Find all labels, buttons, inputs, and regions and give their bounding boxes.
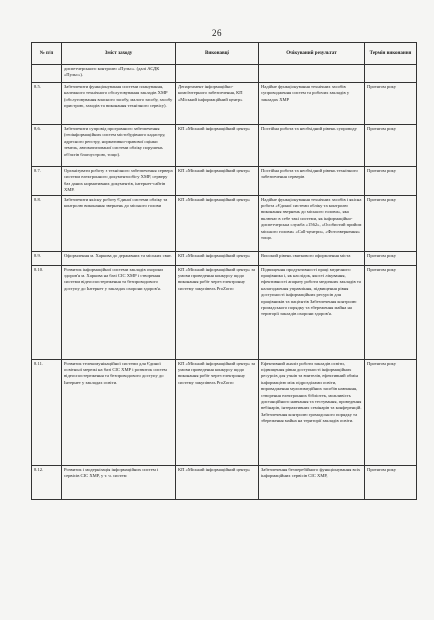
executors-cell: КП «Міський інформаційний центр» за умови проведення конкурсу щодо виконання робіт через електронну систему закупівель ProZorro xyxy=(176,359,259,465)
term-cell: Протягом року xyxy=(365,195,417,251)
row-number-cell: 8.6. xyxy=(32,125,62,167)
row-number-cell: 8.9. xyxy=(32,251,62,265)
table-row xyxy=(32,251,417,265)
row-number-cell: 8.12. xyxy=(32,465,62,499)
header-executors: Виконавці xyxy=(176,43,259,65)
table-row xyxy=(32,167,417,196)
row-number-cell: 8.10. xyxy=(32,265,62,359)
term-cell: Протягом року xyxy=(365,125,417,167)
result-cell: Постійна робота та необхідний рівень супроводу xyxy=(259,125,365,167)
table-body xyxy=(32,65,417,500)
page-number: 26 xyxy=(212,28,222,38)
term-cell: Протягом року xyxy=(365,359,417,465)
result-cell: Високий рівень святкового оформлення міста xyxy=(259,251,365,265)
executors-cell: КП «Міський інформаційний центр» xyxy=(176,125,259,167)
result-cell: Підвищення продуктивності праці медичного працівника і, як наслідок, якості лікування, ефективності апарату роботи медичних закладів та налагодження управління, підвищення рівня доступності інформаційних ресурсів для працівників та пацієнтів Забезпечення контролю громадського порядку та збереження майна на території закладів охорони здоров'я. xyxy=(259,265,365,359)
executors-cell xyxy=(176,65,259,83)
table-row xyxy=(32,65,417,83)
task-cell: Забезпечити якісну роботу Єдиної системи обліку та контролю виконання звернень до міського голови xyxy=(62,195,176,251)
result-cell: Надійне функціонування технічних засобів супроводження систем та робочих закладів у закладах ХМР xyxy=(259,83,365,125)
term-cell: Протягом року xyxy=(365,265,417,359)
executors-cell: КП «Міський інформаційний центр» xyxy=(176,195,259,251)
executors-cell: КП «Міський інформаційний центр» xyxy=(176,167,259,196)
row-number-cell: 8.7. xyxy=(32,167,62,196)
row-number-cell xyxy=(32,65,62,83)
result-cell: Постійна робота та необхідний рівень технічного забезпечення серверів xyxy=(259,167,365,196)
term-cell: Протягом року xyxy=(365,251,417,265)
task-cell: диспетчерського контролю «Пульс». (далі АСДК «Пульс»). xyxy=(62,65,176,83)
table-row xyxy=(32,195,417,251)
task-cell: Оформлення м. Харкова до державних та міських свят. xyxy=(62,251,176,265)
term-cell xyxy=(365,65,417,83)
term-cell: Протягом року xyxy=(365,465,417,499)
row-number-cell: 8.5. xyxy=(32,83,62,125)
table-header-row xyxy=(32,43,417,65)
header-result: Очікуваний результат xyxy=(259,43,365,65)
row-number-cell: 8.8. xyxy=(32,195,62,251)
header-task: Зміст заходу xyxy=(62,43,176,65)
task-cell: Забезпечити супровід програмного забезпечення (геоінформаційних систем містобудівного кадастру, адресного реєстру, нормативно-правової оцінки земель, автоматизованої системи обліку порушень об'єктів благоустрою, тощо). xyxy=(62,125,176,167)
task-cell: Розвиток інформаційної системи закладів охорони здоров'я м. Харкова на базі СІС ХМР і створення системи відеоспостереження та безпроводового доступу до Інтернет у закладах охорони здоров'я. xyxy=(62,265,176,359)
term-cell: Протягом року xyxy=(365,167,417,196)
row-number-cell: 8.11. xyxy=(32,359,62,465)
table-row xyxy=(32,359,417,465)
result-cell: Ефективний аналіз роботи закладів освіти, підвищення рівня доступності інформаційних ресурсів для учнів та вчителів, ефективний обмін інформацією між підрозділами освіти, впровадження мультимедійних засобів навчання, створення електронних бібліотек, можливість дистанційного навчання та тестування, проведення вебінарів, інтерактивних семінарів та конференцій. Забезпечення контролю громадського порядку та збереження майна на території закладів освіти. xyxy=(259,359,365,465)
table-row xyxy=(32,265,417,359)
header-term: Термін виконання xyxy=(365,43,417,65)
result-cell: Забезпечення безперебійного функціонування всіх інформаційних сервісів СІС ХМР, xyxy=(259,465,365,499)
executors-cell: КП «Міський інформаційний центр» xyxy=(176,251,259,265)
executors-cell: КП «Міський інформаційний центр» за умови проведення конкурсу щодо виконання робіт через електронну систему закупівель ProZorro xyxy=(176,265,259,359)
executors-cell: Департамент інформаційно-комп'ютерного забезпечення, КП «Міський інформаційний центр» xyxy=(176,83,259,125)
task-cell: Організувати роботу з технічного забезпечення сервера системи електронного документообігу ХМР, серверу баз даних нормативних документів, інтернет-сайтів ХМР. xyxy=(62,167,176,196)
executors-cell: КП «Міський інформаційний центр» xyxy=(176,465,259,499)
table-row xyxy=(32,125,417,167)
measures-table xyxy=(31,42,417,500)
table-row xyxy=(32,83,417,125)
header-number: № п/п xyxy=(32,43,62,65)
task-cell: Забезпечити функціонування системи планування, належного технічного обслуговування закладів ХМР (обслуговування власного засобу, малого засобу, засобу пристрою, заходів та виконання технічного сервісу). xyxy=(62,83,176,125)
result-cell: Надійне функціонування технічних засобів і якісна робота «Єдиної системи обліку та контролю виконання звернень до міського голови», яка включає в себе такі системи, як інформаційно-диспетчерська служба «1562», «Особистий прийом міського голови» «Call-центри», «Фотозвернення» тощо. xyxy=(259,195,365,251)
table-row xyxy=(32,465,417,499)
term-cell: Протягом року xyxy=(365,83,417,125)
result-cell xyxy=(259,65,365,83)
task-cell: Розвиток телекомунікаційної системи для Єдиної освітньої мережі на базі СІС ХМР і розвиток систем відеоспостереження та безпроводового доступу до Інтернет у закладах освіти. xyxy=(62,359,176,465)
task-cell: Розвиток і модернізація інформаційних систем і сервісів СІС ХМР, у т. ч. систем xyxy=(62,465,176,499)
